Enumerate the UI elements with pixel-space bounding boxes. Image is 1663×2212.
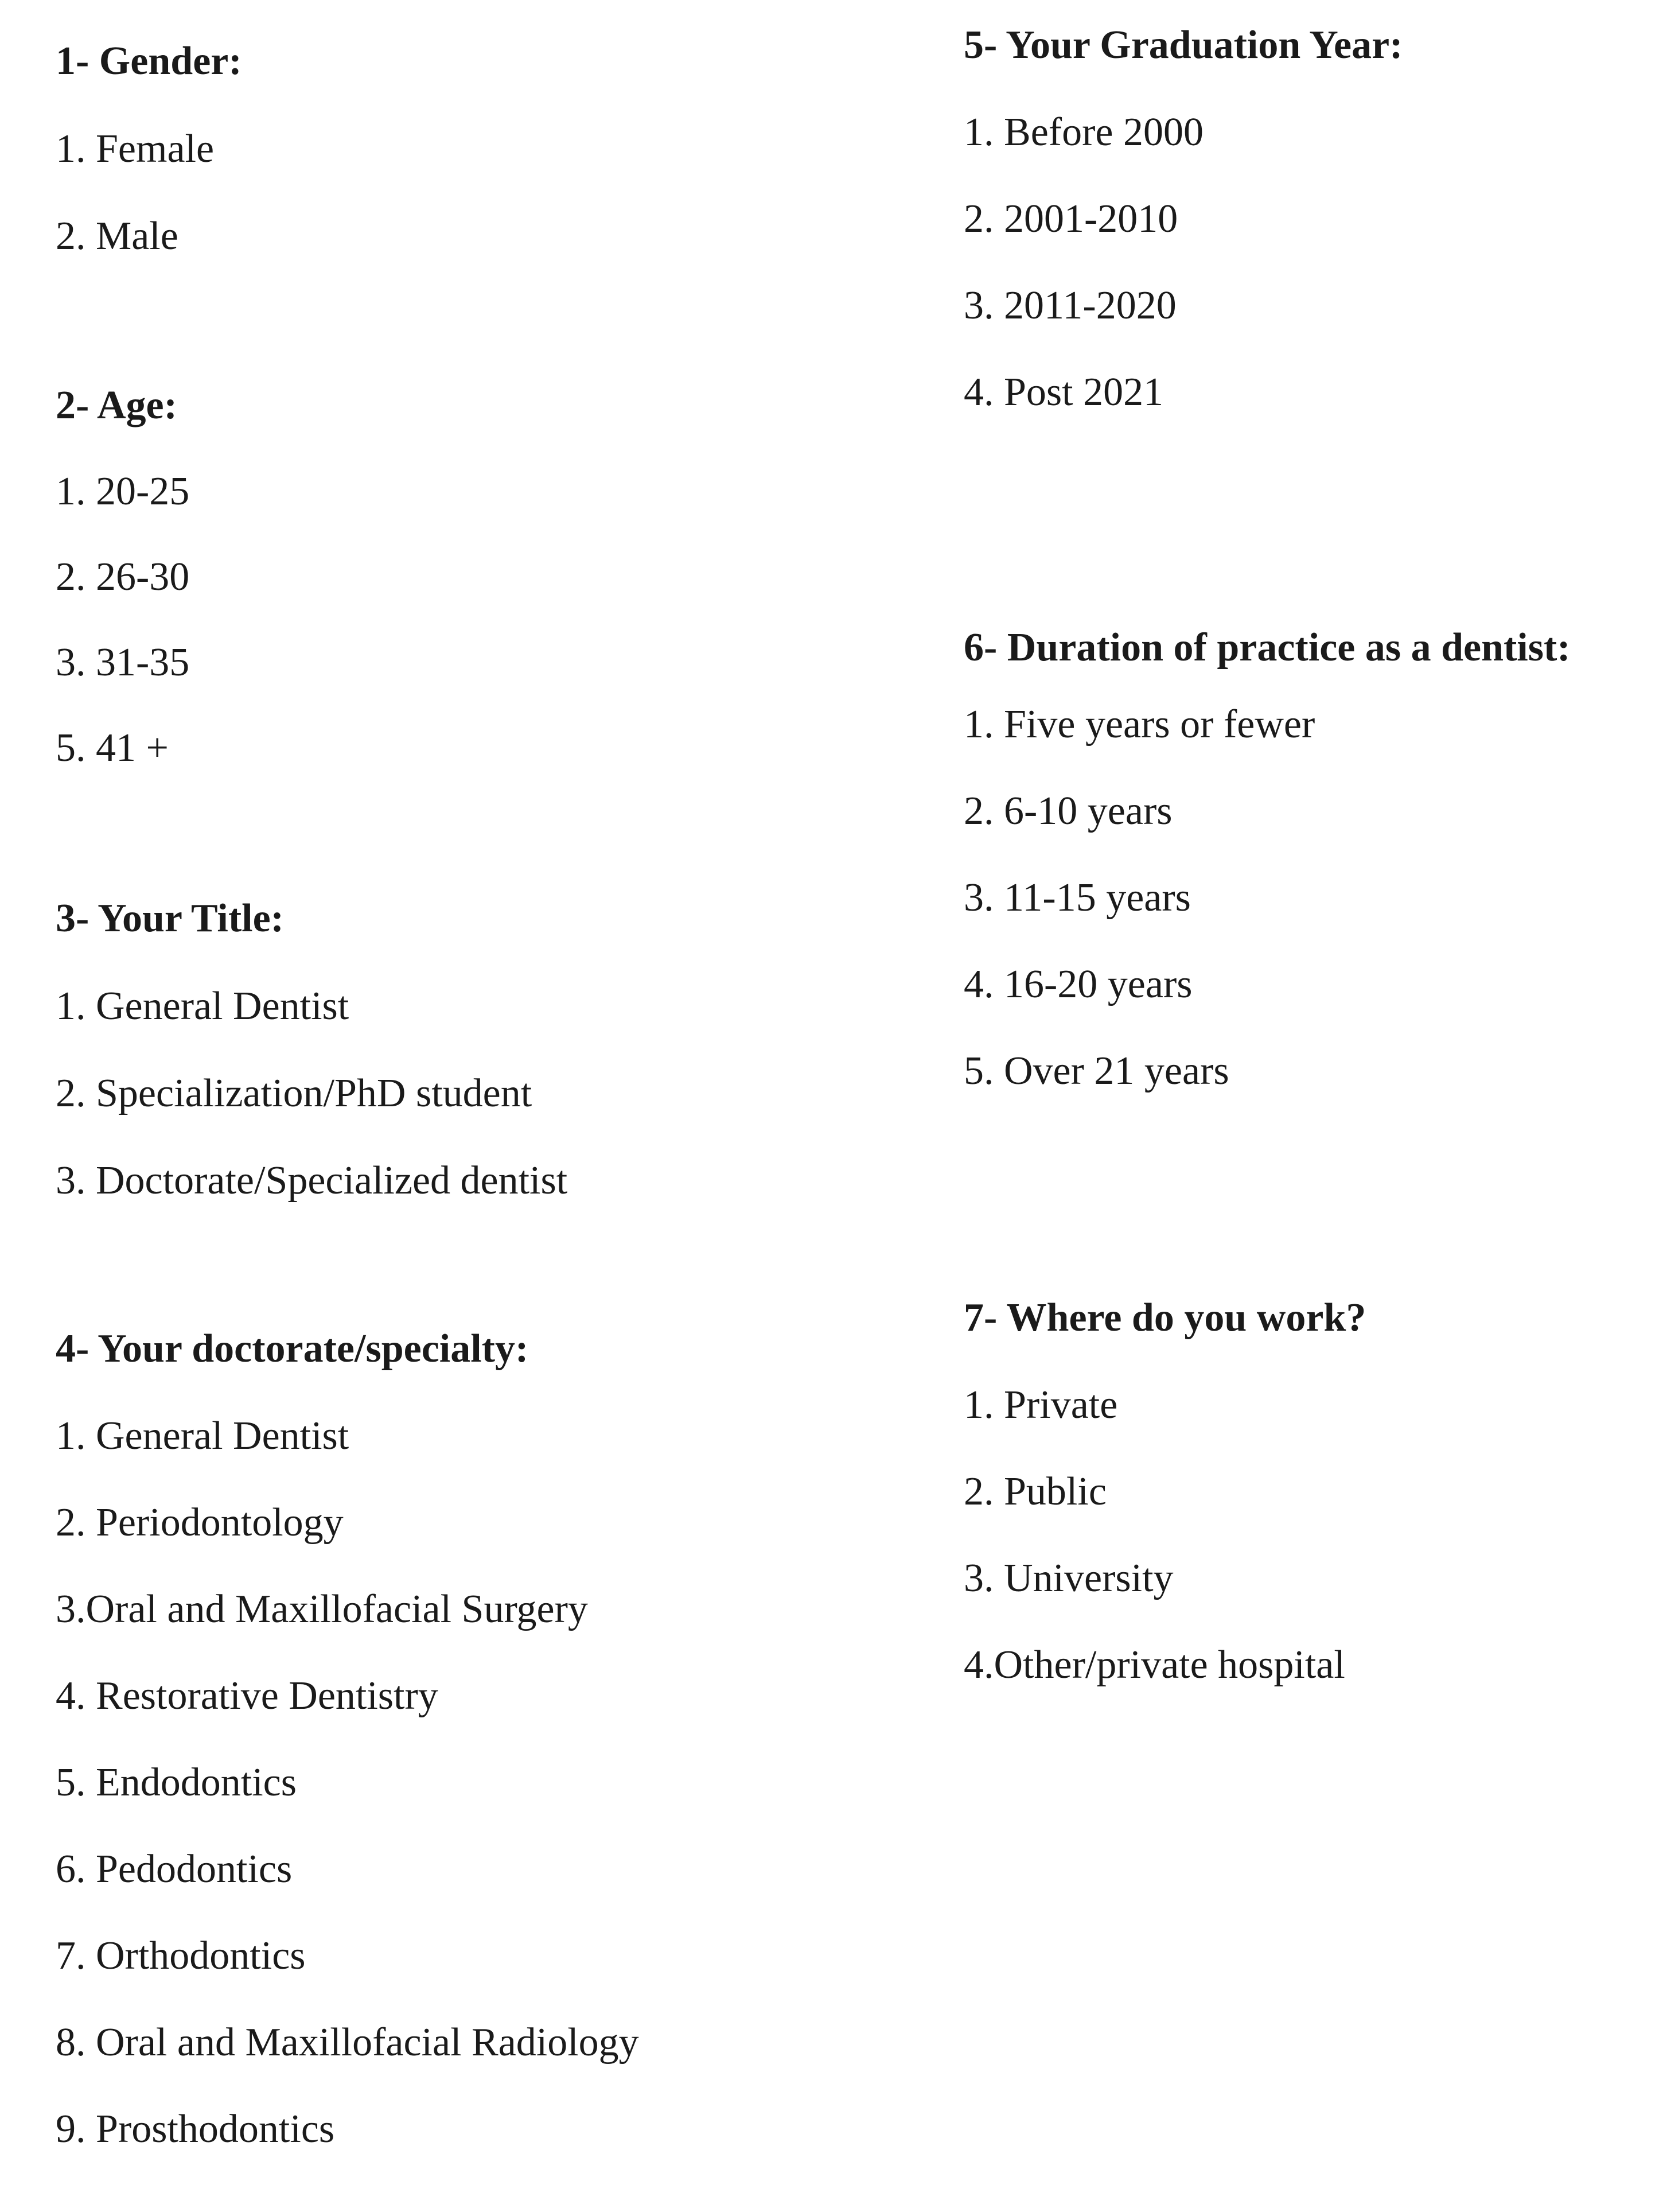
option-item: 8. Oral and Maxillofacial Radiology: [56, 2020, 639, 2065]
option-item: 3. 2011-2020: [964, 283, 1177, 328]
option-item: 9. Prosthodontics: [56, 2107, 335, 2151]
option-item: 1. Female: [56, 127, 215, 171]
option-item: 3. Doctorate/Specialized dentist: [56, 1159, 568, 1203]
question-gender: [56, 41, 242, 304]
option-list: [964, 112, 1403, 413]
option-item: 2. 2001-2010: [964, 197, 1178, 241]
option-item: 2. Male: [56, 214, 178, 258]
option-item: 1. General Dentist: [56, 1414, 349, 1458]
question-title: 6- Duration of practice as a dentist:: [964, 625, 1571, 670]
question-graduation-year: [964, 25, 1403, 459]
option-item: 7. Orthodontics: [56, 1934, 306, 1978]
question-title: 3- Your Title:: [56, 896, 284, 940]
question-title: 7- Where do you work?: [964, 1296, 1366, 1340]
question-title: 1- Gender:: [56, 39, 242, 83]
option-list: [56, 129, 242, 256]
option-item: 4. Restorative Dentistry: [56, 1674, 438, 1718]
option-item: 3. 31-35: [56, 640, 190, 685]
option-item: 4. 16-20 years: [964, 962, 1193, 1006]
option-item: 5. Endodontics: [56, 1760, 297, 1805]
option-item: 1. Five years or fewer: [964, 702, 1315, 747]
question-workplace: [964, 1298, 1366, 1732]
option-item: 6. Pedodontics: [56, 1847, 293, 1891]
option-list: [964, 702, 1611, 1093]
question-title-role: [56, 896, 568, 1248]
option-item: 1. 20-25: [56, 469, 190, 514]
option-item: 2. Public: [964, 1470, 1107, 1514]
option-item: 1. Private: [964, 1383, 1118, 1427]
option-item: 3.Oral and Maxillofacial Surgery: [56, 1587, 588, 1631]
option-item: 4.Other/private hospital: [964, 1643, 1345, 1687]
option-item: 5. 41 +: [56, 726, 169, 770]
option-item: 2. Specialization/PhD student: [56, 1071, 532, 1115]
option-item: 2. 26-30: [56, 555, 190, 599]
option-list: [56, 469, 190, 770]
option-item: 1. Before 2000: [964, 110, 1204, 154]
question-age: [56, 383, 190, 814]
option-list: [56, 1416, 639, 2149]
question-practice-duration: [964, 625, 1611, 1138]
question-title: 4- Your doctorate/specialty:: [56, 1327, 529, 1371]
option-list: [56, 986, 567, 1201]
option-item: 5. Over 21 years: [964, 1049, 1229, 1093]
option-item: 2. 6-10 years: [964, 789, 1173, 833]
option-item: 3. 11-15 years: [964, 876, 1191, 920]
option-list: [964, 1385, 1366, 1685]
question-title: 2- Age:: [56, 383, 177, 427]
question-specialty: [56, 1329, 639, 2196]
option-item: 3. University: [964, 1556, 1174, 1600]
option-item: 4. Post 2021: [964, 370, 1164, 414]
option-item: 2. Periodontology: [56, 1500, 344, 1545]
question-title: 5- Your Graduation Year:: [964, 23, 1403, 67]
option-item: 1. General Dentist: [56, 984, 349, 1028]
